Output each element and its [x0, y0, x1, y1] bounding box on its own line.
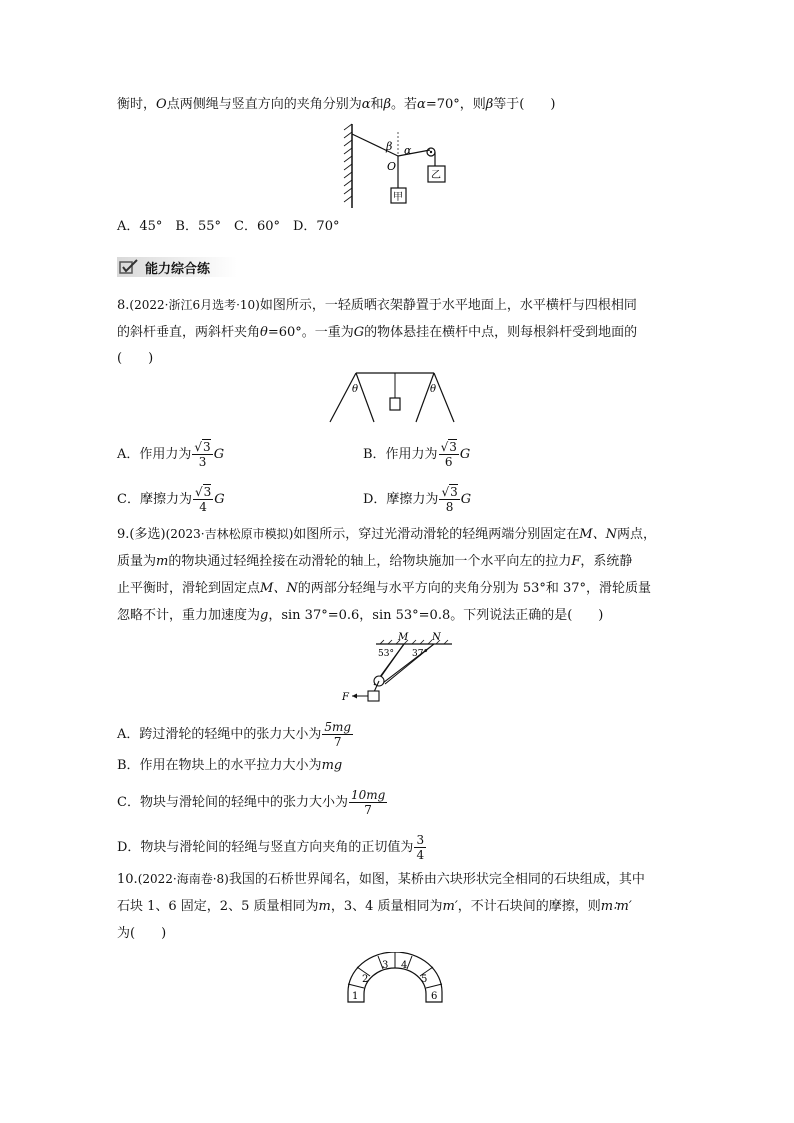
option-label: C．摩擦力为 — [117, 492, 192, 507]
var-MN: M、N — [579, 527, 617, 542]
q9-line1 — [117, 525, 656, 544]
var-G: G — [214, 492, 225, 507]
question-source: (2023·吉林松原市模拟) — [165, 527, 294, 541]
label-53: 53° — [378, 649, 394, 659]
checkbox-icon — [119, 259, 139, 275]
label-N: N — [432, 632, 441, 643]
text: 。若 — [391, 97, 418, 112]
var-m: m — [156, 554, 169, 569]
q10-line3: 为( ) — [117, 926, 167, 941]
text: 如图所示，穿过光滑动滑轮的轻绳两端分别固定在 — [293, 527, 580, 542]
q9-line4 — [117, 607, 603, 625]
stone-label: 1 — [352, 991, 359, 1002]
option-label: D．物块与滑轮间的轻绳与竖直方向夹角的正切值为 — [117, 840, 414, 855]
multi-select-tag: (多选) — [129, 527, 166, 542]
q7-question-line — [117, 96, 555, 114]
label-beta: β — [386, 140, 393, 153]
q9-figure — [338, 628, 458, 706]
var-G: G — [459, 447, 471, 462]
question-source: (2022·海南卷·8) — [137, 872, 229, 886]
q10-line1 — [117, 870, 645, 889]
text: 的物块通过轻绳拴接在动滑轮的轴上，给物块施加一个水平向左的拉力 — [168, 554, 572, 569]
q9-option-d — [117, 833, 427, 862]
text: =60°。一重为 — [267, 325, 354, 340]
stone-label: 4 — [401, 960, 408, 971]
text: 衡时， — [117, 97, 157, 112]
q8-line1 — [117, 296, 637, 315]
label-M: M — [398, 632, 409, 643]
label-F: F — [342, 692, 349, 703]
fraction: $\frac{√3}{3}$ — [194, 440, 211, 469]
q9-line2 — [117, 553, 632, 571]
q9-option-c — [117, 788, 388, 817]
stone-label: 6 — [431, 991, 438, 1002]
option-label: B．作用在物块上的水平拉力大小为 — [117, 758, 322, 773]
var-G: G — [353, 325, 365, 340]
var-beta: β — [383, 97, 392, 112]
option-label: C．物块与滑轮间的轻绳中的张力大小为 — [117, 795, 348, 810]
label-alpha: α — [404, 144, 412, 157]
text: 的物体悬挂在横杆中点，则每根斜杆受到地面的 — [364, 325, 638, 340]
text: 忽略不计，重力加速度为 — [117, 608, 261, 623]
q8-option-c — [117, 485, 225, 514]
q8-option-a — [117, 440, 224, 469]
label-O: O — [387, 160, 397, 173]
q8-figure — [328, 368, 458, 426]
option-label: A．作用力为 — [117, 447, 192, 462]
text: =70°，则 — [425, 97, 486, 112]
question-source: (2022·浙江6月选考·10) — [129, 298, 260, 312]
fraction: $\frac{√3}{6}$ — [440, 440, 457, 469]
section-header — [117, 257, 210, 277]
text: 的两部分轻绳与水平方向的夹角分别为 53°和 37°，滑轮质量 — [297, 581, 652, 596]
label-37: 37° — [412, 649, 428, 659]
label-yi: 乙 — [431, 170, 441, 181]
q7-figure — [340, 120, 460, 212]
text: ，sin 37°=0.6，sin 53°=0.8。下列说法正确的是( ) — [268, 608, 604, 623]
var-alpha: α — [417, 97, 426, 112]
q10-arch-figure — [340, 952, 450, 1006]
q9-option-b — [117, 757, 342, 775]
text: 和 — [370, 97, 384, 112]
text: ，系统静 — [580, 554, 633, 569]
question-number: 10. — [117, 872, 138, 887]
text: 的斜杆垂直，两斜杆夹角 — [117, 325, 261, 340]
fraction: $\frac{3}{4}$ — [416, 833, 425, 862]
q7-options: A．45° B．55° C．60° D．70° — [117, 219, 340, 234]
value-mg: mg — [321, 758, 343, 773]
fraction: $\frac{10mg}{7}$ — [350, 788, 386, 817]
text: 点两侧绳与竖直方向的夹角分别为 — [166, 97, 362, 112]
option-label: A．跨过滑轮的轻绳中的张力大小为 — [117, 727, 322, 742]
text: 质量为 — [117, 554, 157, 569]
var-G: G — [460, 492, 472, 507]
fraction: $\frac{√3}{8}$ — [441, 485, 458, 514]
q8-line3: ( ) — [117, 351, 154, 366]
var-G: G — [213, 447, 225, 462]
question-number: 9. — [117, 527, 130, 542]
label-theta: θ — [352, 384, 359, 395]
option-label: D．摩擦力为 — [363, 492, 439, 507]
fraction: $\frac{√3}{4}$ — [194, 485, 212, 514]
fraction: $\frac{5mg}{7}$ — [324, 720, 352, 749]
text: 石块 1、6 固定，2、5 质量相同为 — [117, 899, 319, 914]
text: 止平衡时，滑轮到固定点 — [117, 581, 261, 596]
text: ，3、4 质量相同为 — [330, 899, 443, 914]
var-MN: M、N — [260, 581, 298, 596]
text: 如图所示，一轻质晒衣架静置于水平地面上，水平横杆与四根相同 — [259, 298, 637, 313]
q8-option-d — [363, 485, 471, 514]
q8-option-b — [363, 440, 470, 469]
var-F: F — [571, 554, 581, 569]
q9-line3 — [117, 580, 651, 598]
section-title: 能力综合练 — [145, 261, 211, 277]
var-m-prime: m′ — [442, 899, 458, 914]
q9-option-a — [117, 720, 354, 749]
var-beta: β — [485, 97, 494, 112]
ratio: m∶m′ — [600, 899, 632, 914]
question-number: 8. — [117, 298, 130, 313]
var-theta: θ — [260, 325, 268, 340]
label-theta: θ — [430, 384, 437, 395]
text: ，不计石块间的摩擦，则 — [457, 899, 601, 914]
var-O: O — [156, 97, 167, 112]
var-g: g — [260, 608, 269, 623]
label-jia: 甲 — [393, 192, 403, 203]
option-label: B．作用力为 — [363, 447, 438, 462]
var-m: m — [318, 899, 331, 914]
stone-label: 3 — [382, 960, 389, 971]
text: 等于( ) — [493, 97, 556, 112]
text: 两点， — [616, 527, 656, 542]
var-alpha: α — [361, 97, 371, 112]
text: 我国的石桥世界闻名，如图，某桥由六块形状完全相同的石块组成，其中 — [228, 872, 645, 887]
stone-label: 5 — [421, 974, 428, 985]
q10-line2 — [117, 898, 632, 916]
stone-label: 2 — [362, 974, 369, 985]
q8-line2 — [117, 324, 637, 342]
